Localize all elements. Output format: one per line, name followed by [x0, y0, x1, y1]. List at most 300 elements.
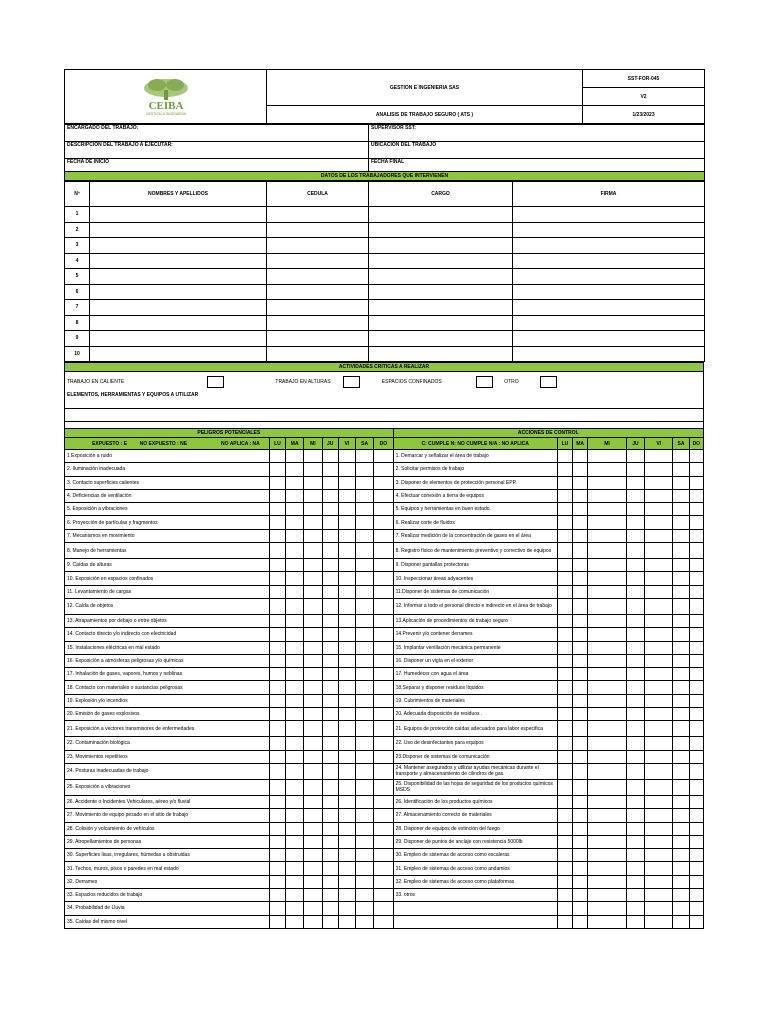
control-check-cell[interactable]	[689, 559, 703, 572]
control-check-cell[interactable]	[673, 737, 689, 750]
control-check-cell[interactable]	[573, 598, 588, 614]
hazard-check-cell[interactable]	[374, 795, 393, 808]
hazard-check-cell[interactable]	[304, 694, 322, 707]
control-check-cell[interactable]	[573, 809, 588, 822]
hazard-check-cell[interactable]	[338, 835, 355, 848]
control-check-cell[interactable]	[557, 915, 572, 928]
hazard-check-cell[interactable]	[269, 849, 285, 862]
hazard-check-cell[interactable]	[338, 489, 355, 502]
hazard-check-cell[interactable]	[269, 529, 285, 542]
control-check-cell[interactable]	[588, 795, 627, 808]
control-check-cell[interactable]	[689, 708, 703, 721]
hazard-check-cell[interactable]	[269, 668, 285, 681]
hazard-check-cell[interactable]	[356, 849, 374, 862]
hazard-check-cell[interactable]	[356, 694, 374, 707]
control-check-cell[interactable]	[673, 450, 689, 463]
control-check-cell[interactable]	[557, 628, 572, 641]
hazard-check-cell[interactable]	[322, 476, 338, 489]
hazard-check-cell[interactable]	[322, 543, 338, 559]
control-check-cell[interactable]	[573, 476, 588, 489]
control-check-cell[interactable]	[557, 763, 572, 779]
caliente-checkbox[interactable]	[207, 376, 224, 388]
control-check-cell[interactable]	[673, 641, 689, 654]
hazard-check-cell[interactable]	[356, 915, 374, 928]
hazard-check-cell[interactable]	[356, 889, 374, 902]
control-check-cell[interactable]	[673, 529, 689, 542]
control-check-cell[interactable]	[673, 503, 689, 516]
hazard-check-cell[interactable]	[338, 681, 355, 694]
hazard-check-cell[interactable]	[374, 708, 393, 721]
control-check-cell[interactable]	[588, 503, 627, 516]
hazard-check-cell[interactable]	[322, 779, 338, 795]
control-check-cell[interactable]	[626, 694, 644, 707]
worker-name-field[interactable]	[90, 300, 267, 316]
hazard-check-cell[interactable]	[269, 889, 285, 902]
hazard-check-cell[interactable]	[356, 476, 374, 489]
hazard-check-cell[interactable]	[269, 721, 285, 737]
hazard-check-cell[interactable]	[338, 763, 355, 779]
control-check-cell[interactable]	[626, 822, 644, 835]
control-check-cell[interactable]	[689, 902, 703, 915]
hazard-check-cell[interactable]	[356, 822, 374, 835]
control-check-cell[interactable]	[573, 849, 588, 862]
worker-cargo-field[interactable]	[369, 346, 513, 362]
control-check-cell[interactable]	[673, 654, 689, 667]
hazard-check-cell[interactable]	[304, 779, 322, 795]
control-check-cell[interactable]	[689, 529, 703, 542]
worker-firma-field[interactable]	[513, 207, 705, 223]
control-check-cell[interactable]	[645, 572, 673, 585]
hazard-check-cell[interactable]	[322, 862, 338, 875]
control-check-cell[interactable]	[645, 779, 673, 795]
control-check-cell[interactable]	[689, 489, 703, 502]
hazard-check-cell[interactable]	[286, 779, 304, 795]
control-check-cell[interactable]	[689, 516, 703, 529]
hazard-check-cell[interactable]	[286, 516, 304, 529]
hazard-check-cell[interactable]	[286, 543, 304, 559]
hazard-check-cell[interactable]	[374, 750, 393, 763]
control-check-cell[interactable]	[557, 779, 572, 795]
control-check-cell[interactable]	[588, 681, 627, 694]
hazard-check-cell[interactable]	[338, 708, 355, 721]
control-check-cell[interactable]	[573, 614, 588, 627]
control-check-cell[interactable]	[588, 598, 627, 614]
hazard-check-cell[interactable]	[304, 476, 322, 489]
control-check-cell[interactable]	[689, 450, 703, 463]
worker-cedula-field[interactable]	[267, 207, 369, 223]
hazard-check-cell[interactable]	[322, 795, 338, 808]
hazard-check-cell[interactable]	[286, 628, 304, 641]
control-check-cell[interactable]	[689, 763, 703, 779]
control-check-cell[interactable]	[689, 737, 703, 750]
control-check-cell[interactable]	[645, 902, 673, 915]
hazard-check-cell[interactable]	[374, 450, 393, 463]
hazard-check-cell[interactable]	[286, 585, 304, 598]
control-check-cell[interactable]	[689, 668, 703, 681]
control-check-cell[interactable]	[689, 681, 703, 694]
hazard-check-cell[interactable]	[269, 641, 285, 654]
control-check-cell[interactable]	[673, 572, 689, 585]
hazard-check-cell[interactable]	[304, 875, 322, 888]
hazard-check-cell[interactable]	[269, 809, 285, 822]
hazard-check-cell[interactable]	[286, 849, 304, 862]
hazard-check-cell[interactable]	[322, 463, 338, 476]
hazard-check-cell[interactable]	[374, 862, 393, 875]
control-check-cell[interactable]	[626, 543, 644, 559]
control-check-cell[interactable]	[645, 503, 673, 516]
hazard-check-cell[interactable]	[356, 902, 374, 915]
control-check-cell[interactable]	[557, 529, 572, 542]
hazard-check-cell[interactable]	[374, 779, 393, 795]
control-check-cell[interactable]	[573, 889, 588, 902]
hazard-check-cell[interactable]	[322, 875, 338, 888]
control-check-cell[interactable]	[573, 902, 588, 915]
hazard-check-cell[interactable]	[286, 915, 304, 928]
hazard-check-cell[interactable]	[304, 795, 322, 808]
worker-firma-field[interactable]	[513, 284, 705, 300]
hazard-check-cell[interactable]	[356, 809, 374, 822]
control-check-cell[interactable]	[573, 654, 588, 667]
control-check-cell[interactable]	[573, 822, 588, 835]
hazard-check-cell[interactable]	[269, 875, 285, 888]
control-check-cell[interactable]	[588, 694, 627, 707]
hazard-check-cell[interactable]	[322, 529, 338, 542]
control-check-cell[interactable]	[573, 875, 588, 888]
control-check-cell[interactable]	[588, 849, 627, 862]
hazard-check-cell[interactable]	[374, 503, 393, 516]
hazard-check-cell[interactable]	[374, 889, 393, 902]
hazard-check-cell[interactable]	[286, 503, 304, 516]
hazard-check-cell[interactable]	[304, 849, 322, 862]
hazard-check-cell[interactable]	[322, 915, 338, 928]
control-check-cell[interactable]	[626, 503, 644, 516]
control-check-cell[interactable]	[626, 763, 644, 779]
worker-cedula-field[interactable]	[267, 315, 369, 331]
control-check-cell[interactable]	[689, 585, 703, 598]
hazard-check-cell[interactable]	[304, 809, 322, 822]
worker-firma-field[interactable]	[513, 346, 705, 362]
control-check-cell[interactable]	[689, 809, 703, 822]
control-check-cell[interactable]	[645, 463, 673, 476]
hazard-check-cell[interactable]	[304, 503, 322, 516]
hazard-check-cell[interactable]	[304, 681, 322, 694]
control-check-cell[interactable]	[557, 463, 572, 476]
control-check-cell[interactable]	[557, 654, 572, 667]
control-check-cell[interactable]	[673, 516, 689, 529]
control-check-cell[interactable]	[645, 641, 673, 654]
hazard-check-cell[interactable]	[322, 681, 338, 694]
control-check-cell[interactable]	[673, 721, 689, 737]
control-check-cell[interactable]	[673, 543, 689, 559]
control-check-cell[interactable]	[557, 476, 572, 489]
control-check-cell[interactable]	[626, 721, 644, 737]
control-check-cell[interactable]	[689, 835, 703, 848]
control-check-cell[interactable]	[588, 779, 627, 795]
hazard-check-cell[interactable]	[374, 489, 393, 502]
control-check-cell[interactable]	[626, 463, 644, 476]
worker-firma-field[interactable]	[513, 222, 705, 238]
control-check-cell[interactable]	[557, 822, 572, 835]
hazard-check-cell[interactable]	[304, 902, 322, 915]
hazard-check-cell[interactable]	[374, 809, 393, 822]
hazard-check-cell[interactable]	[338, 654, 355, 667]
control-check-cell[interactable]	[645, 598, 673, 614]
hazard-check-cell[interactable]	[304, 450, 322, 463]
control-check-cell[interactable]	[645, 795, 673, 808]
control-check-cell[interactable]	[573, 559, 588, 572]
control-check-cell[interactable]	[689, 889, 703, 902]
hazard-check-cell[interactable]	[338, 721, 355, 737]
control-check-cell[interactable]	[557, 559, 572, 572]
hazard-check-cell[interactable]	[338, 779, 355, 795]
control-check-cell[interactable]	[588, 862, 627, 875]
confinados-checkbox[interactable]	[476, 376, 493, 388]
control-check-cell[interactable]	[557, 516, 572, 529]
control-check-cell[interactable]	[588, 641, 627, 654]
control-check-cell[interactable]	[588, 889, 627, 902]
hazard-check-cell[interactable]	[338, 516, 355, 529]
control-check-cell[interactable]	[588, 809, 627, 822]
control-check-cell[interactable]	[673, 559, 689, 572]
hazard-check-cell[interactable]	[322, 721, 338, 737]
control-check-cell[interactable]	[673, 750, 689, 763]
control-check-cell[interactable]	[573, 529, 588, 542]
control-check-cell[interactable]	[645, 489, 673, 502]
hazard-check-cell[interactable]	[286, 694, 304, 707]
control-check-cell[interactable]	[626, 889, 644, 902]
worker-cedula-field[interactable]	[267, 238, 369, 254]
worker-name-field[interactable]	[90, 238, 267, 254]
hazard-check-cell[interactable]	[269, 503, 285, 516]
hazard-check-cell[interactable]	[374, 721, 393, 737]
control-check-cell[interactable]	[673, 835, 689, 848]
control-check-cell[interactable]	[689, 476, 703, 489]
hazard-check-cell[interactable]	[286, 654, 304, 667]
worker-cedula-field[interactable]	[267, 331, 369, 347]
hazard-check-cell[interactable]	[286, 763, 304, 779]
control-check-cell[interactable]	[557, 849, 572, 862]
control-check-cell[interactable]	[645, 628, 673, 641]
control-check-cell[interactable]	[645, 875, 673, 888]
control-check-cell[interactable]	[588, 572, 627, 585]
control-check-cell[interactable]	[588, 559, 627, 572]
control-check-cell[interactable]	[689, 641, 703, 654]
control-check-cell[interactable]	[673, 915, 689, 928]
worker-cedula-field[interactable]	[267, 269, 369, 285]
hazard-check-cell[interactable]	[356, 795, 374, 808]
hazard-check-cell[interactable]	[269, 654, 285, 667]
control-check-cell[interactable]	[588, 763, 627, 779]
control-check-cell[interactable]	[588, 721, 627, 737]
control-check-cell[interactable]	[573, 628, 588, 641]
hazard-check-cell[interactable]	[269, 795, 285, 808]
worker-firma-field[interactable]	[513, 269, 705, 285]
control-check-cell[interactable]	[673, 795, 689, 808]
hazard-check-cell[interactable]	[374, 614, 393, 627]
hazard-check-cell[interactable]	[269, 902, 285, 915]
control-check-cell[interactable]	[573, 463, 588, 476]
hazard-check-cell[interactable]	[322, 572, 338, 585]
control-check-cell[interactable]	[588, 463, 627, 476]
hazard-check-cell[interactable]	[338, 614, 355, 627]
control-check-cell[interactable]	[573, 516, 588, 529]
worker-cargo-field[interactable]	[369, 269, 513, 285]
worker-cargo-field[interactable]	[369, 300, 513, 316]
hazard-check-cell[interactable]	[286, 476, 304, 489]
control-check-cell[interactable]	[645, 681, 673, 694]
hazard-check-cell[interactable]	[286, 641, 304, 654]
control-check-cell[interactable]	[588, 585, 627, 598]
hazard-check-cell[interactable]	[356, 708, 374, 721]
hazard-check-cell[interactable]	[356, 750, 374, 763]
hazard-check-cell[interactable]	[286, 822, 304, 835]
control-check-cell[interactable]	[573, 489, 588, 502]
control-check-cell[interactable]	[573, 681, 588, 694]
control-check-cell[interactable]	[645, 889, 673, 902]
hazard-check-cell[interactable]	[304, 708, 322, 721]
hazard-check-cell[interactable]	[269, 681, 285, 694]
control-check-cell[interactable]	[689, 694, 703, 707]
control-check-cell[interactable]	[626, 875, 644, 888]
worker-name-field[interactable]	[90, 315, 267, 331]
hazard-check-cell[interactable]	[304, 721, 322, 737]
hazard-check-cell[interactable]	[356, 721, 374, 737]
control-check-cell[interactable]	[673, 822, 689, 835]
control-check-cell[interactable]	[645, 516, 673, 529]
control-check-cell[interactable]	[626, 614, 644, 627]
control-check-cell[interactable]	[557, 572, 572, 585]
hazard-check-cell[interactable]	[356, 875, 374, 888]
hazard-check-cell[interactable]	[322, 902, 338, 915]
hazard-check-cell[interactable]	[269, 708, 285, 721]
hazard-check-cell[interactable]	[356, 763, 374, 779]
hazard-check-cell[interactable]	[269, 516, 285, 529]
hazard-check-cell[interactable]	[286, 875, 304, 888]
hazard-check-cell[interactable]	[269, 694, 285, 707]
control-check-cell[interactable]	[645, 450, 673, 463]
hazard-check-cell[interactable]	[356, 450, 374, 463]
control-check-cell[interactable]	[557, 737, 572, 750]
control-check-cell[interactable]	[626, 628, 644, 641]
control-check-cell[interactable]	[645, 809, 673, 822]
hazard-check-cell[interactable]	[322, 694, 338, 707]
worker-name-field[interactable]	[90, 284, 267, 300]
control-check-cell[interactable]	[557, 614, 572, 627]
hazard-check-cell[interactable]	[304, 572, 322, 585]
worker-firma-field[interactable]	[513, 300, 705, 316]
control-check-cell[interactable]	[557, 694, 572, 707]
control-check-cell[interactable]	[626, 708, 644, 721]
hazard-check-cell[interactable]	[286, 737, 304, 750]
hazard-check-cell[interactable]	[304, 489, 322, 502]
hazard-check-cell[interactable]	[322, 750, 338, 763]
hazard-check-cell[interactable]	[374, 694, 393, 707]
control-check-cell[interactable]	[689, 750, 703, 763]
hazard-check-cell[interactable]	[304, 543, 322, 559]
control-check-cell[interactable]	[689, 822, 703, 835]
control-check-cell[interactable]	[645, 915, 673, 928]
control-check-cell[interactable]	[557, 835, 572, 848]
hazard-check-cell[interactable]	[338, 795, 355, 808]
control-check-cell[interactable]	[573, 779, 588, 795]
hazard-check-cell[interactable]	[304, 529, 322, 542]
hazard-check-cell[interactable]	[356, 628, 374, 641]
control-check-cell[interactable]	[626, 559, 644, 572]
hazard-check-cell[interactable]	[374, 875, 393, 888]
control-check-cell[interactable]	[588, 750, 627, 763]
control-check-cell[interactable]	[626, 529, 644, 542]
control-check-cell[interactable]	[626, 572, 644, 585]
worker-firma-field[interactable]	[513, 331, 705, 347]
hazard-check-cell[interactable]	[269, 862, 285, 875]
control-check-cell[interactable]	[626, 489, 644, 502]
hazard-check-cell[interactable]	[286, 750, 304, 763]
hazard-check-cell[interactable]	[338, 598, 355, 614]
worker-cargo-field[interactable]	[369, 222, 513, 238]
hazard-check-cell[interactable]	[269, 572, 285, 585]
control-check-cell[interactable]	[689, 875, 703, 888]
hazard-check-cell[interactable]	[338, 822, 355, 835]
worker-cedula-field[interactable]	[267, 222, 369, 238]
hazard-check-cell[interactable]	[374, 902, 393, 915]
worker-name-field[interactable]	[90, 207, 267, 223]
hazard-check-cell[interactable]	[322, 450, 338, 463]
hazard-check-cell[interactable]	[269, 915, 285, 928]
hazard-check-cell[interactable]	[374, 849, 393, 862]
control-check-cell[interactable]	[588, 516, 627, 529]
control-check-cell[interactable]	[645, 750, 673, 763]
hazard-check-cell[interactable]	[338, 809, 355, 822]
hazard-check-cell[interactable]	[338, 668, 355, 681]
hazard-check-cell[interactable]	[356, 503, 374, 516]
control-check-cell[interactable]	[673, 708, 689, 721]
control-check-cell[interactable]	[673, 489, 689, 502]
hazard-check-cell[interactable]	[269, 763, 285, 779]
control-check-cell[interactable]	[626, 809, 644, 822]
hazard-check-cell[interactable]	[304, 614, 322, 627]
control-check-cell[interactable]	[557, 668, 572, 681]
hazard-check-cell[interactable]	[356, 641, 374, 654]
hazard-check-cell[interactable]	[338, 902, 355, 915]
hazard-check-cell[interactable]	[304, 559, 322, 572]
hazard-check-cell[interactable]	[322, 849, 338, 862]
control-check-cell[interactable]	[689, 543, 703, 559]
control-check-cell[interactable]	[557, 708, 572, 721]
hazard-check-cell[interactable]	[304, 668, 322, 681]
control-check-cell[interactable]	[588, 737, 627, 750]
control-check-cell[interactable]	[626, 750, 644, 763]
alturas-checkbox[interactable]	[343, 376, 360, 388]
control-check-cell[interactable]	[626, 902, 644, 915]
control-check-cell[interactable]	[557, 902, 572, 915]
hazard-check-cell[interactable]	[356, 543, 374, 559]
hazard-check-cell[interactable]	[374, 915, 393, 928]
elementos-field[interactable]	[65, 409, 704, 422]
hazard-check-cell[interactable]	[374, 529, 393, 542]
control-check-cell[interactable]	[588, 450, 627, 463]
worker-name-field[interactable]	[90, 253, 267, 269]
hazard-check-cell[interactable]	[322, 809, 338, 822]
control-check-cell[interactable]	[588, 822, 627, 835]
hazard-check-cell[interactable]	[374, 628, 393, 641]
hazard-check-cell[interactable]	[356, 681, 374, 694]
hazard-check-cell[interactable]	[356, 668, 374, 681]
hazard-check-cell[interactable]	[322, 585, 338, 598]
control-check-cell[interactable]	[673, 849, 689, 862]
control-check-cell[interactable]	[673, 875, 689, 888]
hazard-check-cell[interactable]	[338, 450, 355, 463]
hazard-check-cell[interactable]	[269, 750, 285, 763]
